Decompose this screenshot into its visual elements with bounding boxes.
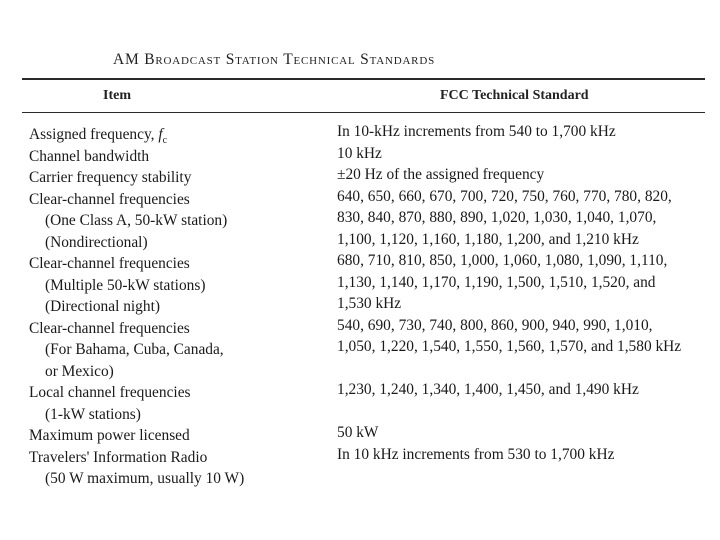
item-channel-bandwidth: Channel bandwidth bbox=[29, 147, 150, 165]
item-clear-channel-2-sub2: (Directional night) bbox=[45, 298, 160, 315]
fc-symbol: f bbox=[158, 126, 163, 143]
fc-subscript: c bbox=[162, 135, 168, 147]
item-clear-channel-3-sub2: or Mexico) bbox=[45, 362, 114, 380]
std-clear-channel-2-line3: 1,530 kHz bbox=[337, 295, 402, 312]
item-clear-channel-3: Clear-channel frequencies bbox=[29, 319, 190, 337]
std-channel-bandwidth: 10 kHz bbox=[337, 144, 382, 162]
item-column bbox=[29, 124, 244, 490]
header-rule bbox=[22, 112, 705, 113]
item-max-power: Maximum power licensed bbox=[29, 427, 190, 444]
column-header-standard: FCC Technical Standard bbox=[440, 88, 589, 103]
std-local-channel: 1,230, 1,240, 1,340, 1,400, 1,450, and 1,490 kHz bbox=[337, 381, 639, 398]
std-clear-channel-1-line1: 640, 650, 660, 670, 700, 720, 750, 760, 770, 780, 820, bbox=[337, 187, 672, 205]
std-clear-channel-1-line3: 1,100, 1,120, 1,160, 1,180, 1,200, and 1,210 kHz bbox=[337, 230, 639, 248]
std-clear-channel-1-line2: 830, 840, 870, 880, 890, 1,020, 1,030, 1,040, 1,070, bbox=[337, 209, 657, 226]
std-clear-channel-3-line1: 540, 690, 730, 740, 800, 860, 900, 940, 990, 1,010, bbox=[337, 316, 653, 334]
item-local-channel: Local channel frequencies bbox=[29, 384, 191, 401]
item-travelers-radio-sub1: (50 W maximum, usually 10 W) bbox=[45, 470, 245, 487]
item-clear-channel-1-sub1: (One Class A, 50-kW station) bbox=[45, 212, 228, 229]
std-max-power: 50 kW bbox=[337, 424, 379, 441]
item-carrier-stability: Carrier frequency stability bbox=[29, 169, 192, 186]
item-local-channel-sub1: (1-kW stations) bbox=[45, 405, 141, 423]
std-local-channel-spacer bbox=[337, 401, 681, 423]
column-header-item: Item bbox=[103, 88, 131, 103]
item-assigned-frequency: Assigned frequency, $f_c$ bbox=[29, 126, 168, 147]
std-travelers-radio: In 10 kHz increments from 530 to 1,700 kHz bbox=[337, 445, 615, 463]
std-assigned-frequency: In 10-kHz increments from 540 to 1,700 kHz bbox=[337, 123, 616, 140]
standard-column bbox=[337, 121, 681, 465]
top-rule bbox=[22, 78, 705, 80]
item-clear-channel-2-sub1: (Multiple 50-kW stations) bbox=[45, 276, 206, 294]
std-clear-channel-3-spacer bbox=[337, 358, 681, 380]
std-carrier-stability: ±20 Hz of the assigned frequency bbox=[337, 166, 545, 183]
item-clear-channel-1: Clear-channel frequencies bbox=[29, 190, 190, 208]
item-clear-channel-2: Clear-channel frequencies bbox=[29, 255, 190, 272]
std-clear-channel-2-line2: 1,130, 1,140, 1,170, 1,190, 1,500, 1,510, 1,520, and bbox=[337, 273, 656, 291]
item-clear-channel-3-sub1: (For Bahama, Cuba, Canada, bbox=[45, 341, 224, 358]
item-clear-channel-1-sub2: (Nondirectional) bbox=[45, 233, 148, 251]
std-clear-channel-2-line1: 680, 710, 810, 850, 1,000, 1,060, 1,080, 1,090, 1,110, bbox=[337, 252, 668, 269]
table-title: AM Broadcast Station Technical Standards bbox=[113, 51, 435, 68]
std-clear-channel-3-line2: 1,050, 1,220, 1,540, 1,550, 1,560, 1,570, and 1,580 kHz bbox=[337, 338, 682, 355]
item-travelers-radio: Travelers' Information Radio bbox=[29, 448, 208, 466]
